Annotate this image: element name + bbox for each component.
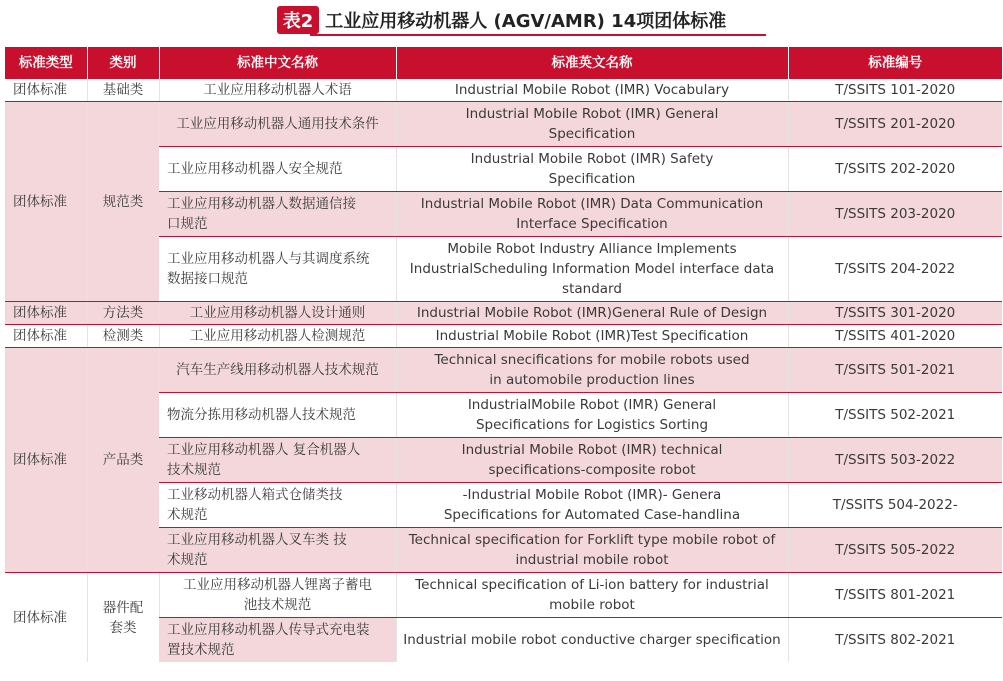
cell-en: Industrial Mobile Robot (IMR) Vocabulary [396,79,788,102]
cell-cn: 工业应用移动机器人检测规范 [159,325,396,348]
table-row [5,302,1002,325]
col-header-code: 标准编号 [788,47,1002,79]
table-row [5,325,1002,348]
cell-category: 基础类 [87,79,159,102]
col-header-category: 类别 [87,47,159,79]
col-header-en-name: 标准英文名称 [396,47,788,79]
cell-en: Industrial Mobile Robot (IMR) General Specification [396,102,788,147]
cell-type: 团体标准 [5,102,87,302]
cell-code: T/SSITS 203-2020 [788,192,1002,237]
cell-en: Technical snecifications for mobile robots used in automobile production lines [396,348,788,393]
col-header-type: 标准类型 [5,47,87,79]
cell-code: T/SSITS 802-2021 [788,618,1002,663]
cell-cn: 工业应用移动机器人叉车类 技 术规范 [159,528,396,573]
header-row [5,47,1002,79]
cell-en: Mobile Robot Industry Alliance Implements IndustrialScheduling Information Model interface data standard [396,237,788,302]
cell-cn: 工业应用移动机器人通用技术条件 [159,102,396,147]
table-row [5,573,1002,618]
cell-en: Industrial Mobile Robot (IMR)Test Specification [396,325,788,348]
standards-table [5,47,1002,662]
cell-category: 方法类 [87,302,159,325]
table-caption [0,6,1003,34]
cell-en: -Industrial Mobile Robot (IMR)- Genera Specifications for Automated Case-handlina [396,483,788,528]
cell-code: T/SSITS 401-2020 [788,325,1002,348]
cell-cn: 工业移动机器人箱式仓储类技 术规范 [159,483,396,528]
cell-cn: 工业应用移动机器人锂离子蓄电 池技术规范 [159,573,396,618]
cell-type: 团体标准 [5,79,87,102]
caption-title: 工业应用移动机器人 (AGV/AMR) 14项团体标准 [325,11,727,32]
cell-category: 器件配 套类 [87,573,159,663]
cell-cn: 工业应用移动机器人安全规范 [159,147,396,192]
cell-code: T/SSITS 204-2022 [788,237,1002,302]
cell-code: T/SSITS 202-2020 [788,147,1002,192]
cell-type: 团体标准 [5,573,87,663]
col-header-cn-name: 标准中文名称 [159,47,396,79]
cell-en: Industrial Mobile Robot (IMR)General Rule of Design [396,302,788,325]
cell-cn: 工业应用移动机器人与其调度系统 数据接口规范 [159,237,396,302]
cell-category: 检测类 [87,325,159,348]
cell-code: T/SSITS 801-2021 [788,573,1002,618]
cell-code: T/SSITS 503-2022 [788,438,1002,483]
cell-code: T/SSITS 505-2022 [788,528,1002,573]
cell-cn: 汽车生产线用移动机器人技术规范 [159,348,396,393]
cell-cn: 物流分拣用移动机器人技术规范 [159,393,396,438]
cell-en: Industrial Mobile Robot (IMR) Safety Specification [396,147,788,192]
cell-category: 规范类 [87,102,159,302]
table-row [5,102,1002,147]
cell-type: 团体标准 [5,348,87,573]
caption-underline [310,34,766,36]
cell-code: T/SSITS 101-2020 [788,79,1002,102]
cell-cn: 工业应用移动机器人数据通信接 口规范 [159,192,396,237]
cell-type: 团体标准 [5,302,87,325]
cell-en: Technical specification of Li-ion battery for industrial mobile robot [396,573,788,618]
cell-en: Industrial mobile robot conductive charger specification [396,618,788,663]
cell-en: Technical specification for Forklift type mobile robot of industrial mobile robot [396,528,788,573]
cell-type: 团体标准 [5,325,87,348]
cell-code: T/SSITS 502-2021 [788,393,1002,438]
caption-tag: 表2 [277,6,320,34]
cell-cn: 工业应用移动机器人设计通则 [159,302,396,325]
table-row [5,348,1002,393]
cell-cn: 工业应用移动机器人 复合机器人 技术规范 [159,438,396,483]
cell-en: Industrial Mobile Robot (IMR) technical specifications-composite robot [396,438,788,483]
cell-category: 产品类 [87,348,159,573]
cell-en: IndustrialMobile Robot (IMR) General Specifications for Logistics Sorting [396,393,788,438]
cell-code: T/SSITS 501-2021 [788,348,1002,393]
table-row [5,79,1002,102]
cell-code: T/SSITS 504-2022- [788,483,1002,528]
cell-code: T/SSITS 301-2020 [788,302,1002,325]
cell-code: T/SSITS 201-2020 [788,102,1002,147]
cell-cn: 工业应用移动机器人术语 [159,79,396,102]
cell-cn: 工业应用移动机器人传导式充电装 置技术规范 [159,618,396,663]
cell-en: Industrial Mobile Robot (IMR) Data Communication Interface Specification [396,192,788,237]
